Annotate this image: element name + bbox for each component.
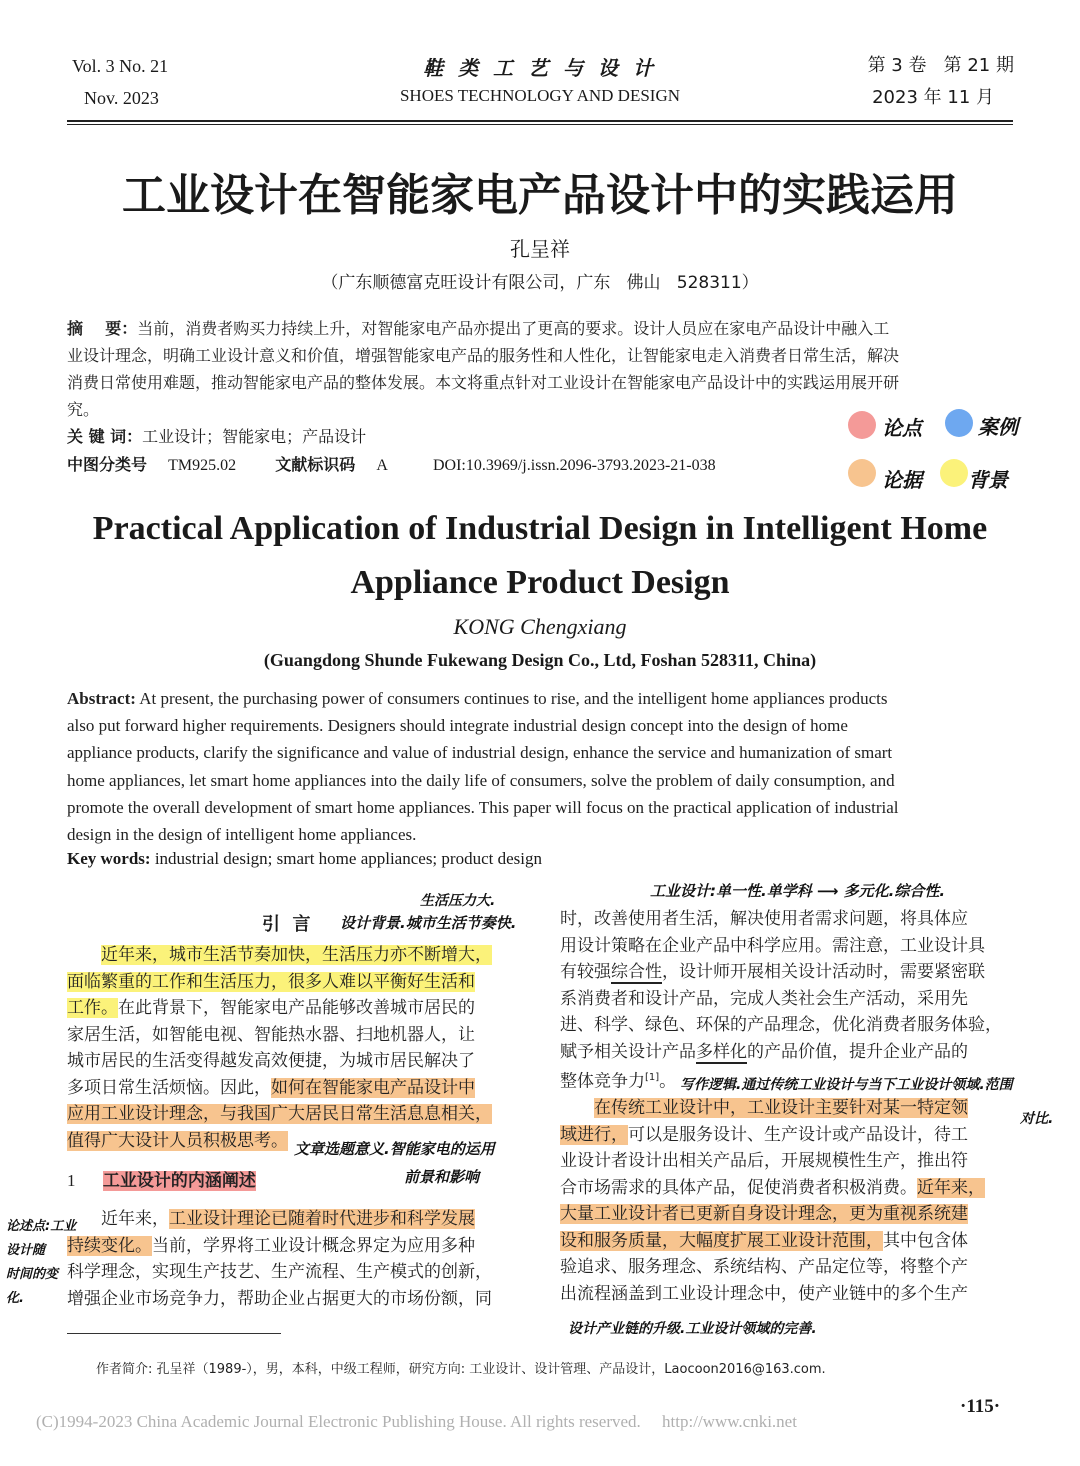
clc-value: TM925.02: [168, 457, 237, 474]
highlight-background: 工作。: [67, 998, 118, 1018]
affiliation-en: (Guangdong Shunde Fukewang Design Co., Ltd, Foshan 528311, China): [263, 650, 817, 670]
legend-dot-background: [940, 459, 968, 487]
doc-code-label: 文献标识码: [275, 455, 356, 474]
date-zh: 2023 年 11 月: [872, 87, 994, 108]
handwritten-margin-note: [6, 1215, 76, 1311]
text-line: 系消费者和设计产品，完成人类社会生产活动，采用先: [560, 988, 968, 1009]
section-1-title: 工业设计的内涵阐述: [102, 1171, 256, 1191]
text-line: 验追求、服务理念、系统结构、产品定位等，将整个产: [560, 1257, 968, 1278]
legend-label-case: 案例: [978, 415, 1018, 439]
text-line: 城市居民的生活变得越发高效便捷，为城市居民解决了: [67, 1051, 475, 1071]
legend-dot-case: [945, 409, 973, 437]
text-line: 其中包含体: [883, 1230, 968, 1251]
text-line: 当前，学界将工业设计概念界定为应用多种: [152, 1235, 475, 1256]
text-line: 。: [659, 1071, 677, 1092]
footnote-rule: [67, 1333, 281, 1334]
classification-row: [67, 452, 716, 475]
handwritten-note: 写作逻辑.通过传统工业设计与当下工业设计领域.范围: [680, 1077, 1013, 1093]
text-line: 赋予相关设计产品: [560, 1041, 696, 1062]
handwritten-note: 设计产业链的升级.工业设计领域的完善.: [568, 1321, 817, 1337]
handwritten-note: 文章选题意义.智能家电的运用: [294, 1140, 495, 1158]
abstract-en-label: Abstract:: [67, 689, 136, 708]
keywords-en-label: Key words:: [67, 849, 151, 868]
keywords-zh-label: 关 键 词：: [67, 427, 143, 446]
handwritten-note: 对比.: [1020, 1111, 1054, 1127]
text-line: 可以是服务设计、生产设计或产品设计，待工: [628, 1124, 968, 1145]
doi: DOI:10.3969/j.issn.2096-3793.2023-21-038: [432, 457, 716, 474]
abstract-en: [67, 685, 1013, 848]
title-en-line-1: Practical Application of Industrial Design in Intelligent Home: [92, 510, 988, 547]
page-number: ·115·: [960, 1396, 1001, 1417]
affiliation-zh: （广东顺德富克旺设计有限公司，广东 佛山 528311）: [321, 273, 759, 293]
handwritten-note-line: 化.: [6, 1291, 24, 1306]
text-line: 增强企业市场竞争力，帮助企业占据更大的市场份额，同: [67, 1288, 492, 1309]
abstract-zh-line: 业设计理念，明确工业设计意义和价值，增强智能家电产品的服务性和人性化，让智能家电走入消费者日常生活，解决: [67, 346, 900, 365]
journal-name-en: SHOES TECHNOLOGY AND DESIGN: [399, 86, 681, 105]
handwritten-note: 生活压力大.: [420, 893, 496, 909]
handwritten-note-line: 设计随: [6, 1243, 46, 1258]
underlined-term: 多样化: [696, 1041, 747, 1062]
abstract-en-line: also put forward higher requirements. Designers should integrate industrial design concept into the design of home: [67, 716, 848, 736]
legend-dot-argument: [848, 411, 876, 439]
legend-label-background: 背景: [968, 468, 1008, 492]
volume-number: Vol. 3 No. 21: [72, 56, 169, 76]
handwritten-note: 前景和影响: [404, 1168, 480, 1186]
author-zh: 孔呈祥: [510, 237, 570, 261]
title-en: [20, 502, 1060, 610]
issue-zh: 第 3 卷 第 21 期: [867, 55, 1014, 76]
author-bio-footnote: 作者简介: 孔呈祥（1989-），男，本科，中级工程师，研究方向: 工业设计、设计管理、产品设计，Laocoon2016@163.com.: [96, 1362, 826, 1377]
abstract-zh-line: 当前，消费者购买力持续上升，对智能家电产品亦提出了更高的要求。设计人员应在家电产品设计中融入工: [137, 319, 890, 338]
header-rule-thin: [67, 124, 1013, 125]
abstract-zh-label: 摘 要：: [67, 319, 138, 338]
legend-dot-evidence: [848, 459, 876, 487]
text-line: 用设计策略在企业产品中科学应用。需注意，工业设计具: [560, 935, 985, 956]
highlight-evidence: 在传统工业设计中，工业设计主要针对某一特定领: [594, 1098, 968, 1119]
handwritten-note-line: 时间的变: [6, 1267, 59, 1282]
text-line: 的产品价值，提升企业产品的: [747, 1041, 968, 1062]
copyright-watermark: (C)1994-2023 China Academic Journal Electronic Publishing House. All rights reserved. http://www.cnki.net: [36, 1412, 797, 1431]
text-line: 在此背景下，智能家电产品能够改善城市居民的: [118, 998, 475, 1018]
highlight-evidence: 值得广大设计人员积极思考。: [67, 1130, 288, 1151]
abstract-en-line: promote the overall development of smart home appliances. This paper will focus on the practical application of industrial: [67, 797, 899, 817]
text-line: 时，改善使用者生活，解决使用者需求问题，将具体应: [560, 909, 968, 929]
journal-name-zh: 鞋 类 工 艺 与 设 计: [423, 56, 657, 80]
section-1-heading: [67, 1168, 256, 1195]
citation-ref[interactable]: [1]: [645, 1072, 660, 1083]
header-rule: [67, 120, 1013, 122]
highlight-background: 面临繁重的工作和生活压力，很多人难以平衡好生活和: [67, 971, 475, 992]
handwritten-note-line: 论述点:工业: [6, 1219, 77, 1234]
abstract-zh-line: 消费日常使用难题，推动智能家电产品的整体发展。本文将重点针对工业设计在智能家电产品设计中的实践运用展开研: [67, 373, 900, 392]
highlight-evidence: 持续变化。: [67, 1235, 152, 1256]
text-line: 出流程涵盖到工业设计理念中，使产业链中的多个生产: [560, 1283, 968, 1304]
text-line: 有较强: [560, 962, 611, 982]
text-line: 进、科学、绿色、环保的产品理念，优化消费者服务体验，: [560, 1015, 1002, 1035]
abstract-en-line: At present, the purchasing power of consumers continues to rise, and the intelligent home appliances products: [135, 689, 888, 708]
highlight-evidence: 应用工业设计理念，与我国广大居民日常生活息息相关，: [67, 1104, 492, 1124]
section-1-number: 1: [67, 1171, 76, 1190]
intro-paragraph: [67, 942, 527, 1154]
keywords-zh-text: 工业设计；智能家电；产品设计: [142, 427, 367, 446]
text-line: 业设计者设计出相关产品后，开展规模性生产，推出符: [560, 1151, 968, 1172]
right-column-text: [560, 906, 1020, 1307]
legend-label-evidence: 论据: [882, 468, 922, 492]
abstract-zh: [67, 315, 1017, 423]
keywords-zh: [67, 424, 366, 447]
highlight-background: 近年来，城市生活节奏加快，生活压力亦不断增大，: [101, 945, 492, 965]
text-line: 近年来，: [101, 1209, 169, 1229]
highlight-evidence: 大量工业设计者已更新自身设计理念，更为重视系统建: [560, 1204, 968, 1225]
title-zh: 工业设计在智能家电产品设计中的实践运用: [122, 170, 958, 221]
clc-label: 中图分类号: [67, 455, 148, 474]
text-line: 多项日常生活烦恼。因此，: [67, 1077, 271, 1098]
handwritten-note: 工业设计:单一性.单学科 ⟶ 多元化.综合性.: [650, 882, 946, 900]
text-line: 家居生活，如智能电视、智能热水器、扫地机器人，让: [67, 1024, 475, 1045]
underlined-term: 综合性: [611, 962, 662, 982]
highlight-evidence: 近年来，: [917, 1177, 985, 1198]
highlight-evidence: 如何在智能家电产品设计中: [271, 1077, 475, 1098]
abstract-en-line: design in the design of intelligent home appliances.: [67, 825, 417, 845]
doc-code-value: A: [376, 457, 388, 474]
title-en-line-2: Appliance Product Design: [350, 564, 730, 601]
keywords-en-text: industrial design; smart home appliances; product design: [150, 849, 542, 868]
highlight-evidence: 设和服务质量，大幅度扩展工业设计范围，: [560, 1230, 883, 1251]
section-1-paragraph: [67, 1206, 527, 1312]
text-line: 整体竞争力: [560, 1071, 645, 1092]
abstract-en-line: home appliances, let smart home appliances into the daily life of consumers, solve the problem of daily consumption, and: [67, 770, 895, 790]
abstract-en-line: appliance products, clarify the significance and value of industrial design, enhance the service and humanization of smart: [67, 743, 893, 763]
keywords-en: [67, 849, 542, 869]
highlight-evidence: 工业设计理论已随着时代进步和科学发展: [169, 1209, 475, 1229]
handwritten-note: 设计背景.城市生活节奏快.: [340, 914, 517, 932]
author-en: KONG Chengxiang: [453, 614, 627, 639]
text-line: 合市场需求的具体产品，促使消费者积极消费。: [560, 1177, 917, 1198]
abstract-zh-line: 究。: [67, 400, 100, 419]
intro-heading: 引 言: [262, 914, 311, 935]
text-line: 科学理念，实现生产技艺、生产流程、生产模式的创新，: [67, 1262, 492, 1282]
issue-date: Nov. 2023: [84, 88, 159, 108]
highlight-evidence: 域进行，: [560, 1124, 628, 1145]
text-line: ，设计师开展相关设计活动时，需要紧密联: [662, 962, 985, 982]
legend-label-argument: 论点: [882, 416, 922, 440]
